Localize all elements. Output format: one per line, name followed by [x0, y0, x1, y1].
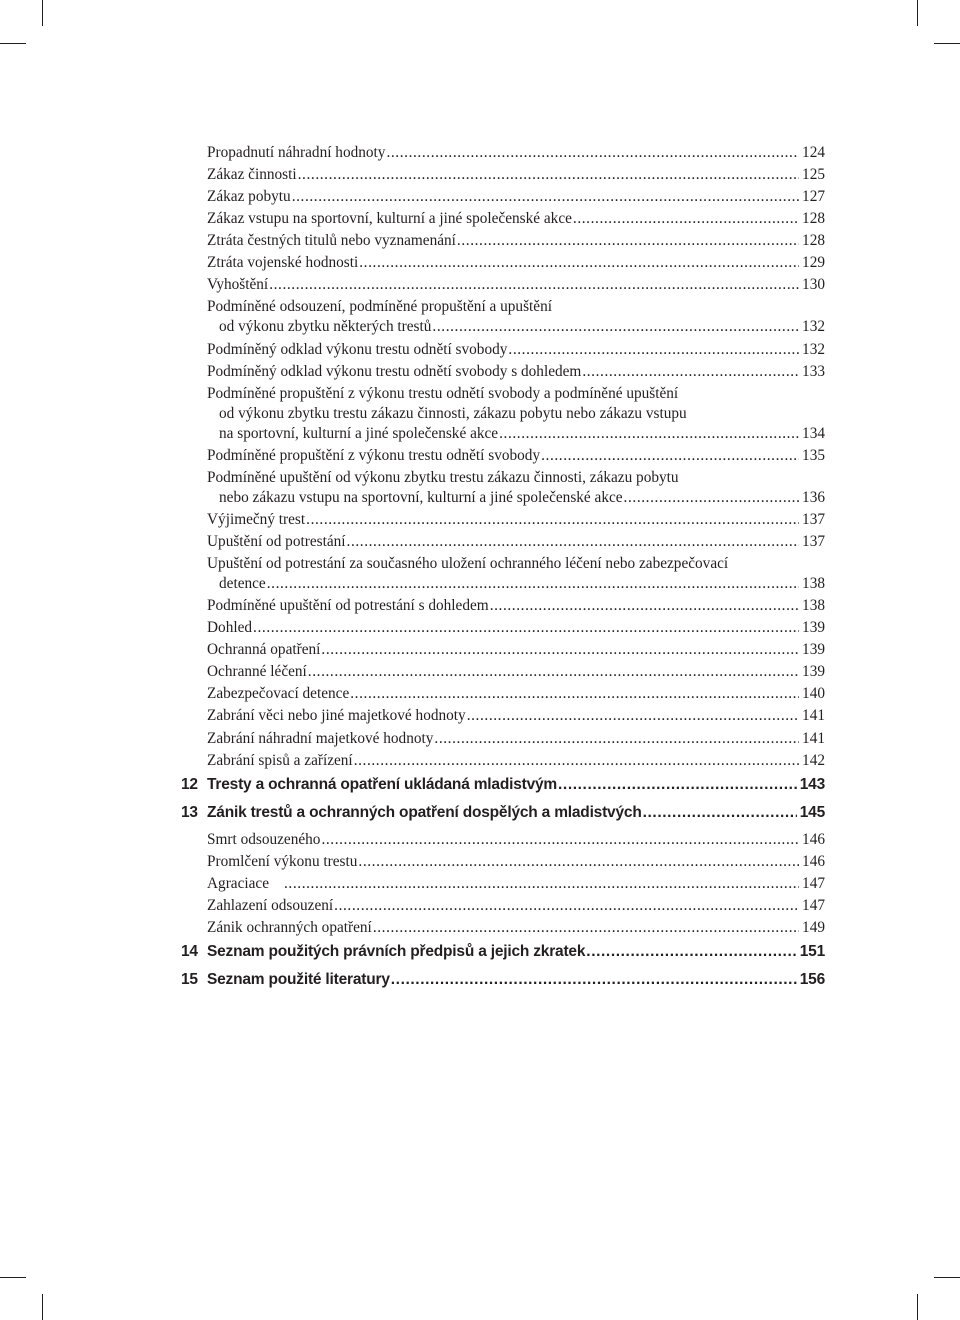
toc-entry — [207, 209, 825, 229]
toc-entry-title: Zabrání spisů a zařízení — [207, 752, 353, 769]
toc-entry-page: 129 — [802, 254, 825, 271]
toc-entry-title: Smrt odsouzeného — [207, 831, 321, 848]
toc-entry — [207, 532, 825, 552]
toc-entry-page: 138 — [802, 597, 825, 614]
dot-leader — [267, 574, 799, 594]
toc-entry-title: Podmíněný odklad výkonu trestu odnětí svobody s dohledem — [207, 363, 582, 380]
toc-entry-page: 137 — [802, 511, 825, 528]
dot-leader — [292, 187, 799, 207]
toc-entry-title: Podmíněné upuštění od potrestání s dohledem — [207, 597, 489, 614]
toc-chapter-title: Seznam použité literatury — [207, 971, 390, 988]
toc-entry-title: Dohled — [207, 619, 253, 636]
toc-entry-title: Zabrání věci nebo jiné majetkové hodnoty — [207, 707, 466, 724]
toc-entry-page: 124 — [802, 144, 825, 161]
toc-entry-title: Ochranné léčení — [207, 663, 307, 680]
toc-entry — [207, 896, 825, 916]
chapter-number: 14 — [181, 943, 198, 960]
toc-entry — [207, 143, 825, 163]
toc-entry-title: Podmíněné upuštění od výkonu zbytku trestu zákazu činnosti, zákazu pobytu — [207, 469, 679, 486]
toc-entry-title: Propadnutí náhradní hodnoty — [207, 144, 386, 161]
toc-entry-title: Zákaz činnosti — [207, 166, 297, 183]
dot-leader — [308, 662, 799, 682]
toc-entry — [207, 187, 825, 207]
chapter-number: 13 — [181, 804, 198, 821]
dot-leader — [541, 446, 799, 466]
dot-leader — [582, 362, 799, 382]
dot-leader — [306, 510, 799, 530]
toc-entry-page: 139 — [802, 619, 825, 636]
dot-leader — [359, 253, 799, 273]
toc-entry-page: 125 — [802, 166, 825, 183]
toc-entry — [207, 684, 825, 704]
toc-chapter-page: 145 — [799, 804, 825, 821]
toc-entry-title: od výkonu zbytku trestu zákazu činnosti, zákazu pobytu nebo zákazu vstupu — [219, 405, 687, 422]
toc-entry-title: Podmíněný odklad výkonu trestu odnětí svobody — [207, 341, 508, 358]
toc-entry-title: na sportovní, kulturní a jiné společenské akce — [219, 425, 499, 442]
dot-leader — [434, 729, 799, 749]
toc-entry-page: 133 — [802, 363, 825, 380]
toc-entry-page: 141 — [802, 707, 825, 724]
toc-entry-page: 127 — [802, 188, 825, 205]
toc-entry-title: Zákaz vstupu na sportovní, kulturní a jiné společenské akce — [207, 210, 572, 227]
dot-leader — [298, 165, 799, 185]
toc-entry — [207, 297, 825, 317]
dot-leader — [490, 596, 799, 616]
toc-entry-page: 132 — [802, 318, 825, 335]
toc-entry-title: Ztráta čestných titulů nebo vyznamenání — [207, 232, 456, 249]
dot-leader — [354, 751, 799, 771]
dot-leader — [624, 488, 800, 508]
dot-leader — [284, 874, 799, 894]
toc-chapter — [181, 970, 825, 990]
toc-entry-page: 149 — [802, 919, 825, 936]
toc-entry — [207, 662, 825, 682]
toc-entry — [207, 618, 825, 638]
toc-entry — [207, 706, 825, 726]
toc-entry-page: 139 — [802, 641, 825, 658]
dot-leader — [358, 852, 799, 872]
toc-chapter-title: Zánik trestů a ochranných opatření dospělých a mladistvých — [207, 804, 642, 821]
toc-entry — [207, 362, 825, 382]
toc-entry — [207, 554, 825, 574]
toc-entry — [207, 830, 825, 850]
toc-entry-title: Zabezpečovací detence — [207, 685, 350, 702]
toc-entry-title: Upuštění od potrestání — [207, 533, 346, 550]
toc-entry — [207, 640, 825, 660]
toc-entry-title: Zabrání náhradní majetkové hodnoty — [207, 730, 434, 747]
toc-entry-page: 134 — [802, 425, 825, 442]
toc-entry-title: Zákaz pobytu — [207, 188, 291, 205]
toc-entry — [207, 918, 825, 938]
toc-chapter — [181, 803, 825, 823]
chapter-number: 15 — [181, 971, 198, 988]
toc-entry-page: 139 — [802, 663, 825, 680]
toc-entry-title: Vyhoštění — [207, 276, 269, 293]
toc-entry-title: od výkonu zbytku některých trestů — [219, 318, 432, 335]
toc-entry-title: Ztráta vojenské hodnosti — [207, 254, 359, 271]
toc-entry-title: Upuštění od potrestání za současného uložení ochranného léčení nebo zabezpečovací — [207, 555, 729, 572]
dot-leader — [253, 618, 799, 638]
toc-entry — [207, 253, 825, 273]
toc-entry — [207, 165, 825, 185]
toc-entry — [207, 340, 825, 360]
toc-entry-title: Promlčení výkonu trestu — [207, 853, 358, 870]
toc-entry-title: detence — [219, 575, 266, 592]
toc-entry — [207, 275, 825, 295]
dot-leader — [586, 942, 796, 962]
toc-entry — [207, 384, 825, 404]
toc-entry — [207, 729, 825, 749]
dot-leader — [467, 706, 799, 726]
toc-entry-title: Výjimečný trest — [207, 511, 306, 528]
dot-leader — [643, 803, 797, 823]
toc-entry-page: 147 — [802, 875, 825, 892]
toc-entry-page: 130 — [802, 276, 825, 293]
toc-entry-title: Podmíněné propuštění z výkonu trestu odnětí svobody a podmíněné upuštění — [207, 385, 679, 402]
toc-entry-page: 141 — [802, 730, 825, 747]
dot-leader — [321, 640, 799, 660]
toc-entry-title: Podmíněné propuštění z výkonu trestu odnětí svobody — [207, 447, 541, 464]
toc-entry-page: 140 — [802, 685, 825, 702]
dot-leader — [334, 896, 799, 916]
toc-chapter — [181, 942, 825, 962]
toc-entry — [207, 874, 825, 894]
toc-entry-title: Agraciace — [207, 875, 269, 892]
toc-entry — [207, 510, 825, 530]
toc-chapter-page: 151 — [799, 943, 825, 960]
toc-entry — [207, 231, 825, 251]
toc-entry-title: Zánik ochranných opatření — [207, 919, 372, 936]
toc-entry-title: Zahlazení odsouzení — [207, 897, 334, 914]
toc-entry-title: Ochranná opatření — [207, 641, 321, 658]
toc-entry-continuation — [219, 317, 825, 337]
dot-leader — [350, 684, 799, 704]
dot-leader — [432, 317, 799, 337]
dot-leader — [391, 970, 797, 990]
dot-leader — [321, 830, 799, 850]
dot-leader — [373, 918, 799, 938]
toc-entry-page: 147 — [802, 897, 825, 914]
dot-leader — [269, 275, 799, 295]
dot-leader — [499, 424, 799, 444]
toc-entry-page: 135 — [802, 447, 825, 464]
dot-leader — [573, 209, 799, 229]
toc-chapter-page: 143 — [799, 776, 825, 793]
toc-entry — [207, 596, 825, 616]
toc-entry-page: 146 — [802, 831, 825, 848]
toc-entry-continuation — [219, 574, 825, 594]
toc-entry-page: 136 — [802, 489, 825, 506]
toc-entry — [207, 446, 825, 466]
dot-leader — [386, 143, 799, 163]
toc-chapter — [181, 775, 825, 795]
toc-chapter-title: Tresty a ochranná opatření ukládaná mladistvým — [207, 776, 558, 793]
dot-leader — [558, 775, 797, 795]
toc-entry — [207, 852, 825, 872]
toc-entry-page: 132 — [802, 341, 825, 358]
toc-entry-page: 146 — [802, 853, 825, 870]
dot-leader — [457, 231, 799, 251]
toc-entry-page: 128 — [802, 210, 825, 227]
dot-leader — [508, 340, 799, 360]
toc-chapter-title: Seznam použitých právních předpisů a jejich zkratek — [207, 943, 586, 960]
toc-entry-continuation — [219, 488, 825, 508]
chapter-number: 12 — [181, 776, 198, 793]
toc-entry — [207, 468, 825, 488]
toc-entry-page: 142 — [802, 752, 825, 769]
toc-entry-continuation — [219, 404, 825, 424]
dot-leader — [347, 532, 800, 552]
toc-chapter-page: 156 — [799, 971, 825, 988]
toc-entry-page: 137 — [802, 533, 825, 550]
toc-entry-continuation — [219, 424, 825, 444]
toc-entry-title: Podmíněné odsouzení, podmíněné propuštění a upuštění — [207, 298, 552, 315]
toc-entry-page: 128 — [802, 232, 825, 249]
toc-entry-page: 138 — [802, 575, 825, 592]
toc-entry — [207, 751, 825, 771]
toc-entry-title: nebo zákazu vstupu na sportovní, kulturní a jiné společenské akce — [219, 489, 623, 506]
